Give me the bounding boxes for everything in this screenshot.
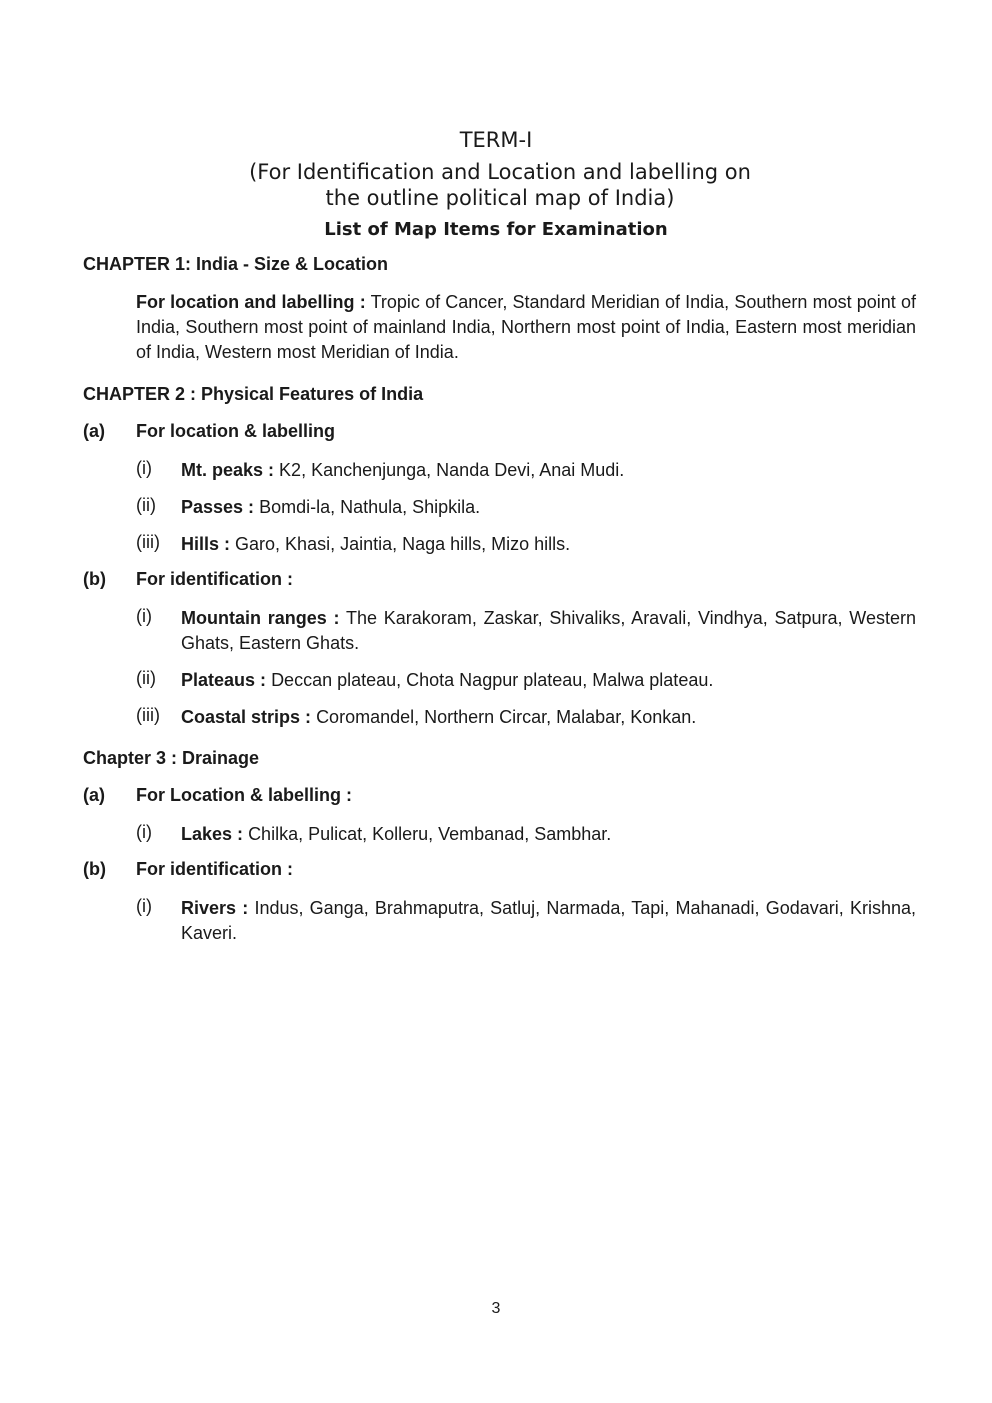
list-item	[181, 532, 916, 557]
item-text: Coromandel, Northern Circar, Malabar, Konkan.	[316, 707, 697, 727]
chapter-2-b-marker: (b)	[83, 569, 106, 589]
list-item	[181, 606, 916, 656]
list-item	[181, 668, 916, 693]
list-item	[181, 822, 916, 847]
item-number: (i)	[136, 606, 152, 626]
item-label: Passes :	[181, 497, 255, 517]
item-label: Rivers :	[181, 898, 249, 918]
item-number: (i)	[136, 458, 152, 478]
chapter-2-a-marker: (a)	[83, 421, 105, 441]
item-text: Deccan plateau, Chota Nagpur plateau, Malwa plateau.	[271, 670, 714, 690]
item-label: Mt. peaks :	[181, 460, 275, 480]
list-title: List of Map Items for Examination	[324, 219, 668, 240]
term-title: TERM-I	[459, 128, 533, 152]
chapter-3-b-marker: (b)	[83, 859, 106, 879]
item-label: Mountain ranges :	[181, 608, 340, 628]
chapter-3-heading: Chapter 3 : Drainage	[83, 748, 260, 768]
item-text: Garo, Khasi, Jaintia, Naga hills, Mizo hills.	[235, 534, 571, 554]
item-label: Plateaus :	[181, 670, 267, 690]
chapter-2-b-label: For identification :	[136, 569, 293, 589]
page-number: 3	[491, 1300, 501, 1317]
item-text: Indus, Ganga, Brahmaputra, Satluj, Narmada, Tapi, Mahanadi, Godavari, Krishna, Kaveri.	[181, 898, 916, 943]
item-text: Bomdi-la, Nathula, Shipkila.	[259, 497, 481, 517]
chapter-1-label: For location and labelling :	[136, 292, 366, 312]
subtitle-line-1: (For Identification and Location and labelling on	[249, 160, 751, 184]
item-number: (iii)	[136, 705, 160, 725]
item-label: Coastal strips :	[181, 707, 312, 727]
list-item	[181, 458, 916, 483]
chapter-1-paragraph	[136, 290, 916, 365]
item-number: (iii)	[136, 532, 160, 552]
list-item	[181, 495, 916, 520]
item-label: Hills :	[181, 534, 231, 554]
chapter-2-a-label: For location & labelling	[136, 421, 336, 441]
chapter-3-b-label: For identification :	[136, 859, 293, 879]
item-number: (ii)	[136, 668, 156, 688]
chapter-2-heading: CHAPTER 2 : Physical Features of India	[83, 384, 424, 404]
term-subtitle	[4, 159, 992, 211]
subtitle-line-2: the outline political map of India)	[325, 186, 675, 210]
item-text: The Karakoram, Zaskar, Shivaliks, Aravali, Vindhya, Satpura, Western Ghats, Eastern Ghats.	[181, 608, 916, 653]
item-label: Lakes :	[181, 824, 244, 844]
chapter-1-text: Tropic of Cancer, Standard Meridian of India, Southern most point of India, Southern most point of mainland India, Northern most point of India, Eastern most meridian of India, Western most Meridian of India.	[136, 292, 916, 362]
item-text: K2, Kanchenjunga, Nanda Devi, Anai Mudi.	[279, 460, 625, 480]
item-number: (i)	[136, 822, 152, 842]
list-item	[181, 705, 916, 730]
chapter-3-a-marker: (a)	[83, 785, 105, 805]
chapter-1-heading: CHAPTER 1: India - Size & Location	[83, 254, 389, 274]
item-number: (ii)	[136, 495, 156, 515]
chapter-3-a-label: For Location & labelling :	[136, 785, 352, 805]
item-text: Chilka, Pulicat, Kolleru, Vembanad, Sambhar.	[248, 824, 612, 844]
list-item	[181, 896, 916, 946]
item-number: (i)	[136, 896, 152, 916]
